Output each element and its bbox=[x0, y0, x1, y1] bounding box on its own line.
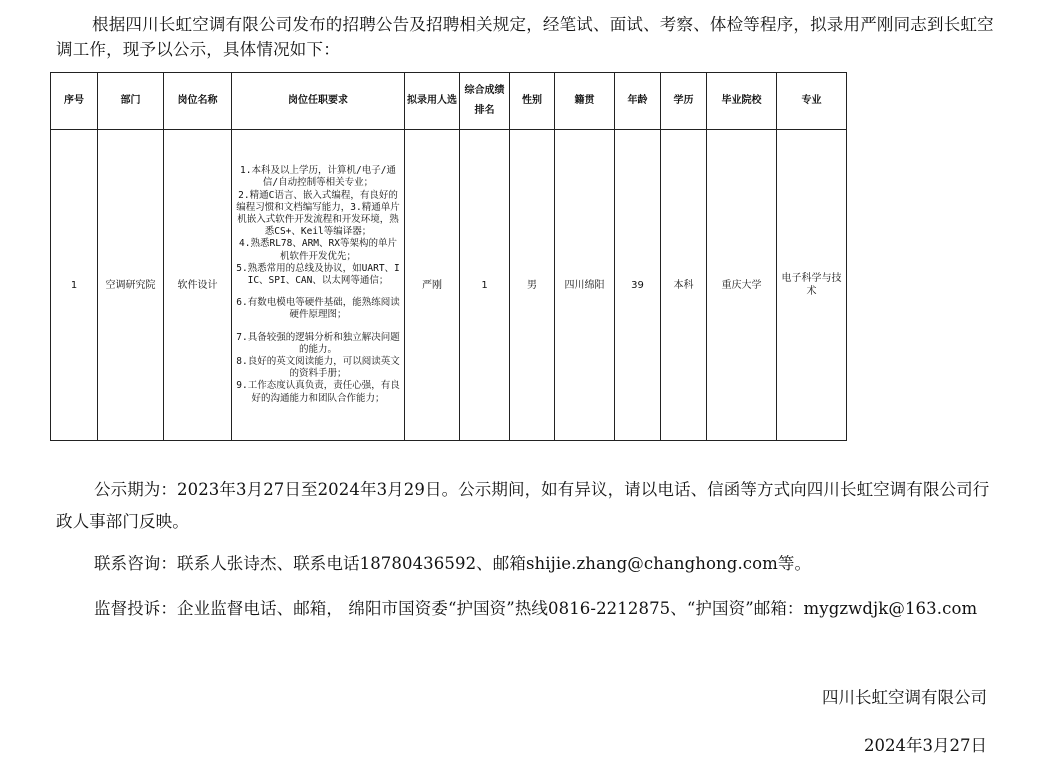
header-cell: 部门 bbox=[98, 73, 164, 130]
supervision-paragraph: 监督投诉：企业监督电话、邮箱， 绵阳市国资委“护国资”热线0816-2212875、“护国资”邮箱：mygzwdjk@163.com bbox=[94, 599, 978, 618]
requirement-item: 8.良好的英文阅读能力，可以阅读英文的资料手册； bbox=[236, 356, 400, 380]
header-cell: 序号 bbox=[51, 73, 98, 130]
requirement-item: 4.熟悉RL78、ARM、RX等架构的单片机软件开发优先； bbox=[239, 238, 397, 262]
notice-paragraph: 公示期为：2023年3月27日至2024年3月29日。公示期间，如有异议，请以电话、信函等方式向四川长虹空调有限公司行政人事部门反映。 bbox=[56, 480, 990, 531]
header-cell: 年龄 bbox=[615, 73, 661, 130]
header-cell: 拟录用人选 bbox=[405, 73, 460, 130]
table-row bbox=[51, 130, 847, 441]
header-cell: 专业 bbox=[777, 73, 847, 130]
signature-company: 四川长虹空调有限公司 bbox=[822, 688, 987, 707]
candidate-table bbox=[50, 72, 847, 441]
signature-date: 2024年3月27日 bbox=[864, 736, 987, 755]
requirement-item: 1.本科及以上学历，计算机/电子/通信/自动控制等相关专业； bbox=[240, 165, 396, 189]
cell-gender: 男 bbox=[510, 130, 555, 441]
header-cell: 性别 bbox=[510, 73, 555, 130]
header-cell: 综合成绩排名 bbox=[460, 73, 510, 130]
contact-paragraph: 联系咨询：联系人张诗杰、联系电话18780436592、邮箱shijie.zhang@changhong.com等。 bbox=[94, 554, 812, 573]
requirement-item: 6.有数电模电等硬件基础，能熟练阅读硬件原理图； bbox=[236, 297, 400, 321]
cell-school: 重庆大学 bbox=[707, 130, 777, 441]
cell-requirements bbox=[232, 130, 405, 441]
requirement-item: 7.具备较强的逻辑分析和独立解决问题的能力。 bbox=[236, 331, 400, 355]
header-cell: 学历 bbox=[661, 73, 707, 130]
requirement-spacer bbox=[236, 322, 400, 332]
cell-candidate: 严刚 bbox=[405, 130, 460, 441]
cell-index: 1 bbox=[51, 130, 98, 441]
cell-hometown: 四川绵阳 bbox=[555, 130, 615, 441]
cell-major: 电子科学与技术 bbox=[777, 130, 847, 441]
intro-paragraph: 根据四川长虹空调有限公司发布的招聘公告及招聘相关规定，经笔试、面试、考察、体检等程序，拟录用严刚同志到长虹空调工作，现予以公示，具体情况如下： bbox=[56, 15, 994, 59]
requirement-spacer bbox=[236, 287, 400, 297]
cell-age: 39 bbox=[615, 130, 661, 441]
header-cell: 籍贯 bbox=[555, 73, 615, 130]
cell-education: 本科 bbox=[661, 130, 707, 441]
requirement-item: 9.工作态度认真负责，责任心强，有良好的沟通能力和团队合作能力； bbox=[236, 380, 400, 404]
cell-position: 软件设计 bbox=[164, 130, 232, 441]
requirement-item: 2.精通C语言、嵌入式编程，有良好的编程习惯和文档编写能力，3.精通单片机嵌入式软件开发流程和开发环境，熟悉CS+、Keil等编译器； bbox=[236, 189, 400, 238]
cell-rank: 1 bbox=[460, 130, 510, 441]
header-cell: 岗位名称 bbox=[164, 73, 232, 130]
header-cell: 毕业院校 bbox=[707, 73, 777, 130]
requirement-item: 5.熟悉常用的总线及协议，如UART、IIC、SPI、CAN、以太网等通信； bbox=[236, 262, 400, 286]
header-cell: 岗位任职要求 bbox=[232, 73, 405, 130]
cell-department: 空调研究院 bbox=[98, 130, 164, 441]
table-header-row bbox=[51, 73, 847, 130]
